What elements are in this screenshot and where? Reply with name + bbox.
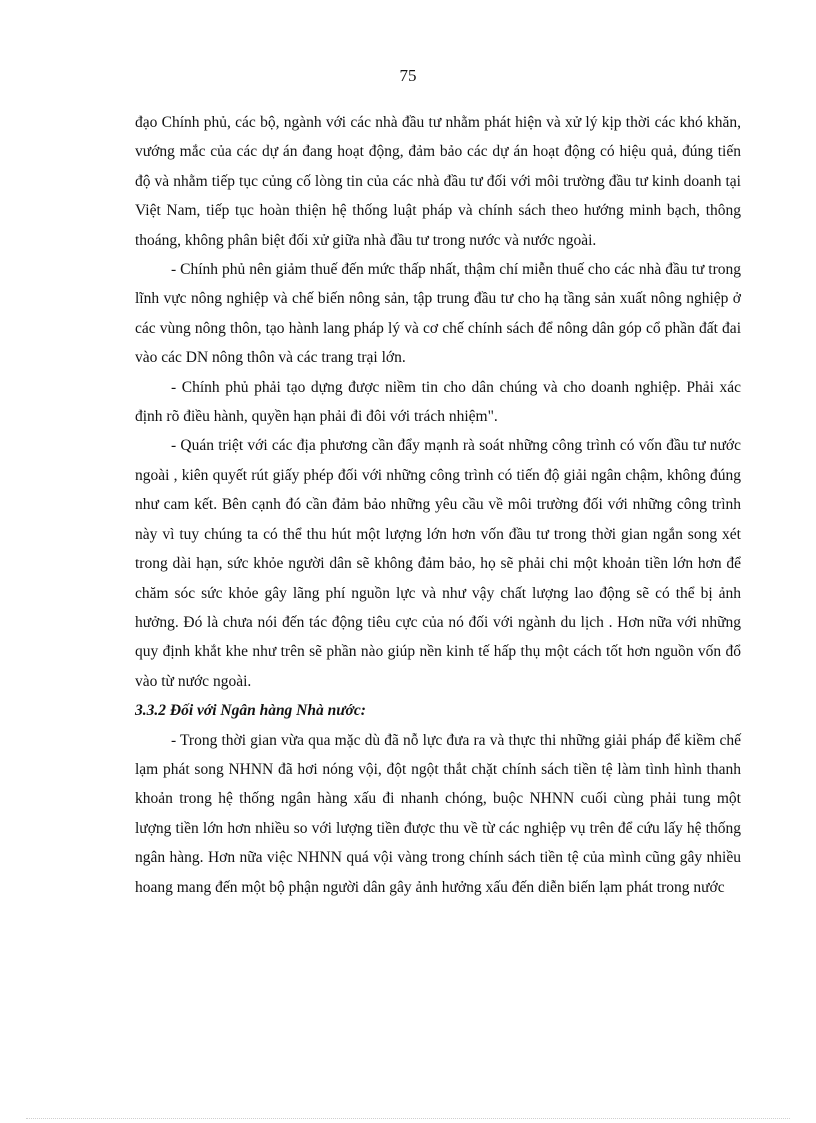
section-heading: 3.3.2 Đối với Ngân hàng Nhà nước: [135,702,366,720]
paragraph-government-trust: - Chính phủ phải tạo dựng được niềm tin cho dân chúng và cho doanh nghiệp. Phải xác định rõ điều hành, quyền hạn phải đi đôi với trách nhiệm". [135,378,741,426]
paragraph-local-review: - Quán triệt với các địa phương cần đẩy mạnh rà soát những công trình có vốn đầu tư nước ngoài , kiên quyết rút giấy phép đối với những công trình có tiến độ giải ngân chậm, không đúng như cam kết. Bên cạnh đó cần đảm bảo những yêu cầu về môi trường đối với những công trình này vì tuy chúng ta có thể thu hút một lượng lớn hơn vốn đầu tư trong thời gian ngắn song xét trong dài hạn, sức khỏe người dân sẽ không đảm bảo, họ sẽ phải chi một khoản tiền lớn hơn để chăm sóc sức khỏe gây lãng phí nguồn lực và như vậy chất lượng lao động sẽ có thể bị ảnh hưởng. Đó là chưa nói đến tác động tiêu cực của nó đối với ngành du lịch . Hơn nữa với những quy định khắt khe như trên sẽ phần nào giúp nền kinh tế hấp thụ một cách tốt hơn nguồn vốn đổ vào từ nước ngoài. [135,437,741,690]
page-bottom-divider [26,1118,790,1119]
paragraph-continuation: đạo Chính phủ, các bộ, ngành với các nhà đầu tư nhằm phát hiện và xử lý kịp thời các khó khăn, vướng mắc của các dự án đang hoạt động, đảm bảo các dự án hoạt động có hiệu quả, đúng tiến độ và nhằm tiếp tục củng cố lòng tin của các nhà đầu tư đối với môi trường đầu tư kinh doanh tại Việt Nam, tiếp tục hoàn thiện hệ thống luật pháp và chính sách theo hướng minh bạch, thông thoáng, không phân biệt đối xử giữa nhà đầu tư trong nước và nước ngoài. [135,114,741,249]
paragraph-tax-policy: - Chính phủ nên giảm thuế đến mức thấp nhất, thậm chí miễn thuế cho các nhà đầu tư trong lĩnh vực nông nghiệp và chế biến nông sản, tập trung đầu tư cho hạ tầng sản xuất nông nghiệp ở các vùng nông thôn, tạo hành lang pháp lý và cơ chế chính sách để nông dân góp cổ phần đất đai vào các DN nông thôn và các trang trại lớn. [135,261,741,367]
page-body [135,108,741,902]
paragraph-state-bank: - Trong thời gian vừa qua mặc dù đã nỗ lực đưa ra và thực thi những giải pháp để kiềm chế lạm phát song NHNN đã hơi nóng vội, đột ngột thắt chặt chính sách tiền tệ làm tình hình thanh khoản trong hệ thống ngân hàng xấu đi nhanh chóng, buộc NHNN cuối cùng phải tung một lượng tiền lớn hơn nhiều so với lượng tiền được thu về từ các nghiệp vụ trên để cứu lấy hệ thống ngân hàng. Hơn nữa việc NHNN quá vội vàng trong chính sách tiền tệ của mình cũng gây nhiều hoang mang đến một bộ phận người dân gây ảnh hưởng xấu đến diễn biến lạm phát trong nước [135,731,741,896]
page-number: 75 [399,66,417,85]
